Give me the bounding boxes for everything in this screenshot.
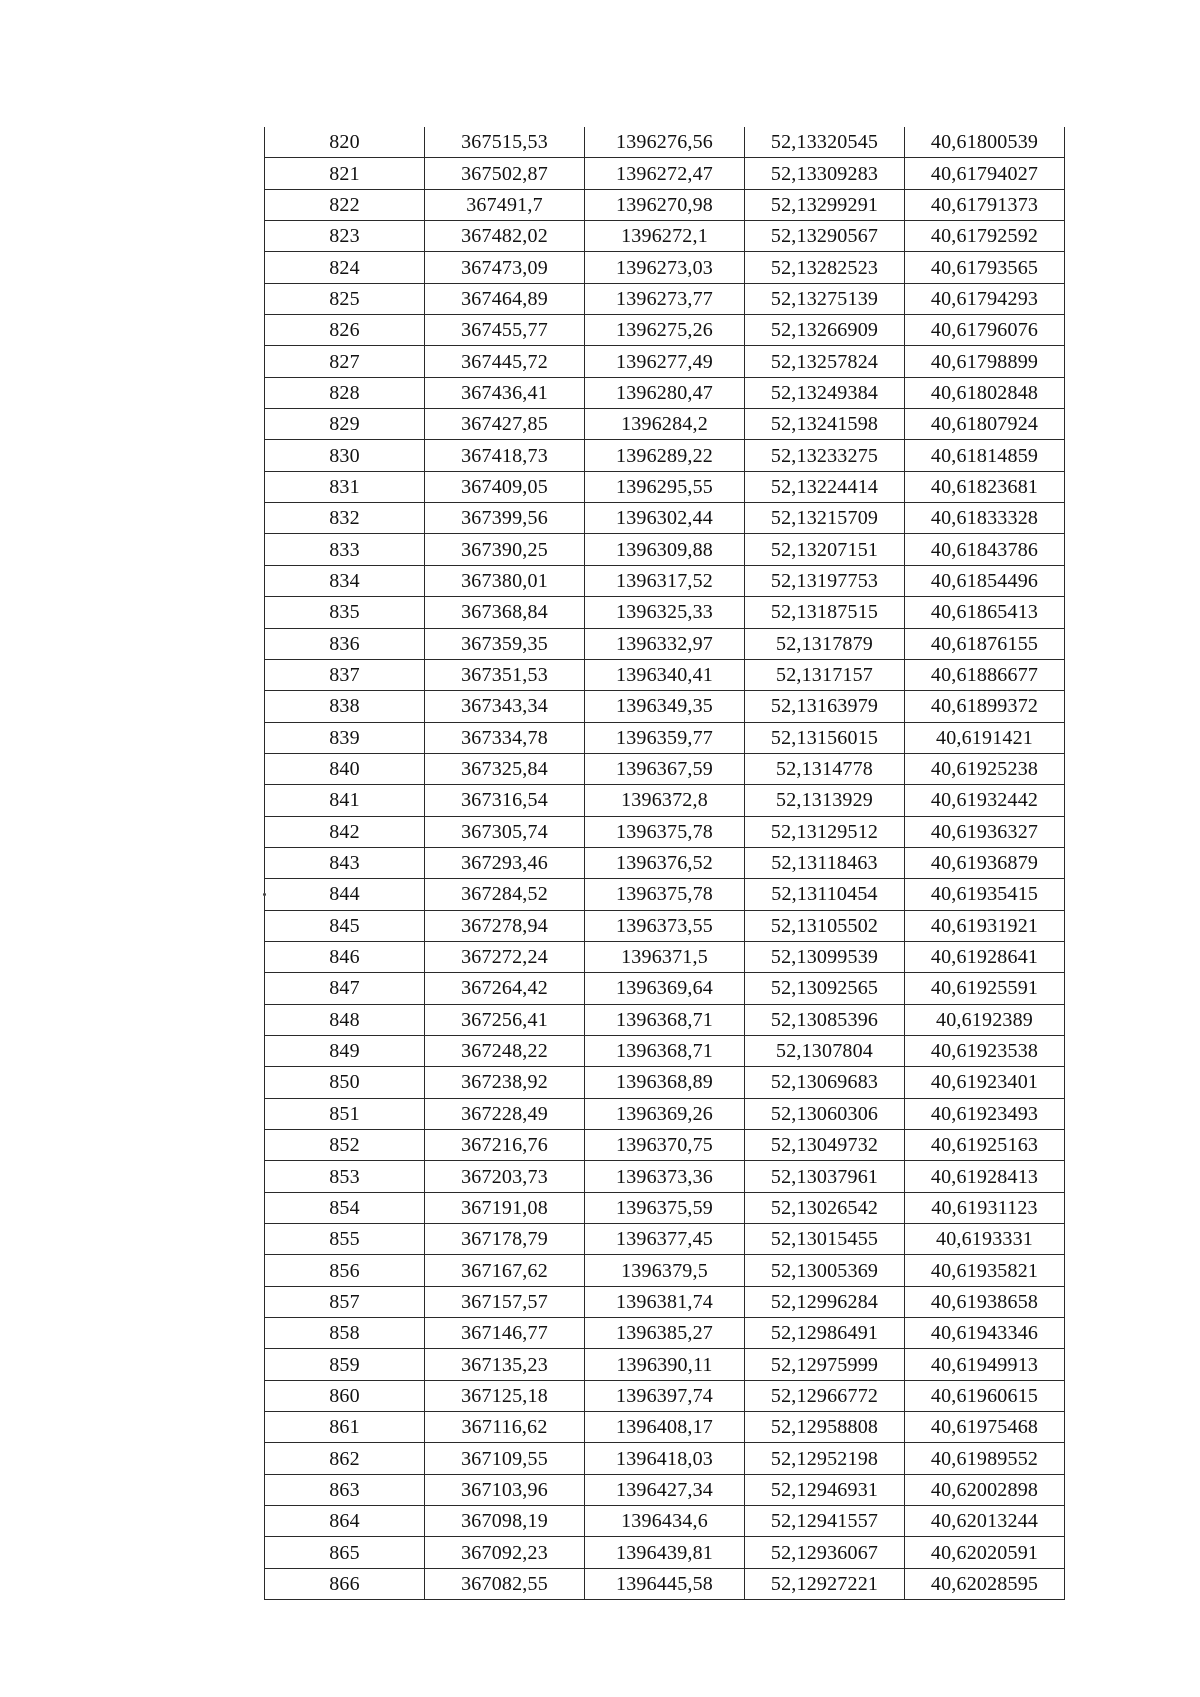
- y-coordinate-cell: 1396368,89: [585, 1067, 745, 1098]
- longitude-cell: 40,61800539: [905, 127, 1065, 158]
- longitude-cell: 40,61794293: [905, 283, 1065, 314]
- longitude-cell: 40,61931123: [905, 1192, 1065, 1223]
- table-row: [265, 1318, 1065, 1349]
- longitude-cell: 40,61928413: [905, 1161, 1065, 1192]
- y-coordinate-cell: 1396379,5: [585, 1255, 745, 1286]
- x-coordinate-cell: 367146,77: [425, 1318, 585, 1349]
- y-coordinate-cell: 1396377,45: [585, 1224, 745, 1255]
- longitude-cell: 40,61865413: [905, 597, 1065, 628]
- point-number-cell: 847: [265, 973, 425, 1004]
- table-row: [265, 691, 1065, 722]
- point-number-cell: 859: [265, 1349, 425, 1380]
- point-number-cell: 865: [265, 1537, 425, 1568]
- table-row: [265, 1192, 1065, 1223]
- point-number-cell: 860: [265, 1380, 425, 1411]
- table-row: [265, 1255, 1065, 1286]
- y-coordinate-cell: 1396439,81: [585, 1537, 745, 1568]
- table-row: [265, 1412, 1065, 1443]
- point-number-cell: 857: [265, 1286, 425, 1317]
- point-number-cell: 841: [265, 785, 425, 816]
- point-number-cell: 856: [265, 1255, 425, 1286]
- latitude-cell: 52,13266909: [745, 315, 905, 346]
- table-row: [265, 628, 1065, 659]
- latitude-cell: 52,13241598: [745, 409, 905, 440]
- table-row: [265, 785, 1065, 816]
- y-coordinate-cell: 1396390,11: [585, 1349, 745, 1380]
- table-row: [265, 158, 1065, 189]
- x-coordinate-cell: 367334,78: [425, 722, 585, 753]
- point-number-cell: 861: [265, 1412, 425, 1443]
- y-coordinate-cell: 1396332,97: [585, 628, 745, 659]
- latitude-cell: 52,13290567: [745, 221, 905, 252]
- y-coordinate-cell: 1396273,03: [585, 252, 745, 283]
- table-row: [265, 346, 1065, 377]
- longitude-cell: 40,61960615: [905, 1380, 1065, 1411]
- point-number-cell: 844: [265, 879, 425, 910]
- x-coordinate-cell: 367436,41: [425, 377, 585, 408]
- x-coordinate-cell: 367491,7: [425, 189, 585, 220]
- point-number-cell: 827: [265, 346, 425, 377]
- longitude-cell: 40,62002898: [905, 1474, 1065, 1505]
- table-row: [265, 879, 1065, 910]
- table-row: [265, 283, 1065, 314]
- latitude-cell: 52,12941557: [745, 1506, 905, 1537]
- latitude-cell: 52,13309283: [745, 158, 905, 189]
- longitude-cell: 40,61925591: [905, 973, 1065, 1004]
- latitude-cell: 52,13299291: [745, 189, 905, 220]
- table-row: [265, 534, 1065, 565]
- y-coordinate-cell: 1396385,27: [585, 1318, 745, 1349]
- y-coordinate-cell: 1396359,77: [585, 722, 745, 753]
- longitude-cell: 40,61833328: [905, 503, 1065, 534]
- y-coordinate-cell: 1396302,44: [585, 503, 745, 534]
- x-coordinate-cell: 367157,57: [425, 1286, 585, 1317]
- x-coordinate-cell: 367178,79: [425, 1224, 585, 1255]
- y-coordinate-cell: 1396369,26: [585, 1098, 745, 1129]
- longitude-cell: 40,61793565: [905, 252, 1065, 283]
- y-coordinate-cell: 1396272,1: [585, 221, 745, 252]
- longitude-cell: 40,6193331: [905, 1224, 1065, 1255]
- latitude-cell: 52,13233275: [745, 440, 905, 471]
- y-coordinate-cell: 1396275,26: [585, 315, 745, 346]
- point-number-cell: 850: [265, 1067, 425, 1098]
- point-number-cell: 855: [265, 1224, 425, 1255]
- x-coordinate-cell: 367098,19: [425, 1506, 585, 1537]
- point-number-cell: 840: [265, 753, 425, 784]
- point-number-cell: 849: [265, 1035, 425, 1066]
- point-number-cell: 836: [265, 628, 425, 659]
- latitude-cell: 52,13320545: [745, 127, 905, 158]
- x-coordinate-cell: 367278,94: [425, 910, 585, 941]
- x-coordinate-cell: 367502,87: [425, 158, 585, 189]
- table-row: [265, 941, 1065, 972]
- coordinates-table-body: [265, 127, 1065, 1600]
- point-number-cell: 843: [265, 847, 425, 878]
- longitude-cell: 40,61792592: [905, 221, 1065, 252]
- x-coordinate-cell: 367248,22: [425, 1035, 585, 1066]
- y-coordinate-cell: 1396376,52: [585, 847, 745, 878]
- table-row: [265, 910, 1065, 941]
- latitude-cell: 52,1317879: [745, 628, 905, 659]
- y-coordinate-cell: 1396289,22: [585, 440, 745, 471]
- x-coordinate-cell: 367092,23: [425, 1537, 585, 1568]
- y-coordinate-cell: 1396408,17: [585, 1412, 745, 1443]
- point-number-cell: 845: [265, 910, 425, 941]
- longitude-cell: 40,61935415: [905, 879, 1065, 910]
- table-row: [265, 1004, 1065, 1035]
- longitude-cell: 40,6191421: [905, 722, 1065, 753]
- x-coordinate-cell: 367351,53: [425, 659, 585, 690]
- longitude-cell: 40,61949913: [905, 1349, 1065, 1380]
- latitude-cell: 52,12975999: [745, 1349, 905, 1380]
- point-number-cell: 838: [265, 691, 425, 722]
- point-number-cell: 826: [265, 315, 425, 346]
- table-row: [265, 1443, 1065, 1474]
- x-coordinate-cell: 367359,35: [425, 628, 585, 659]
- point-number-cell: 853: [265, 1161, 425, 1192]
- latitude-cell: 52,13085396: [745, 1004, 905, 1035]
- y-coordinate-cell: 1396368,71: [585, 1004, 745, 1035]
- x-coordinate-cell: 367082,55: [425, 1568, 585, 1599]
- x-coordinate-cell: 367418,73: [425, 440, 585, 471]
- latitude-cell: 52,1317157: [745, 659, 905, 690]
- table-row: [265, 189, 1065, 220]
- table-row: [265, 847, 1065, 878]
- longitude-cell: 40,61823681: [905, 471, 1065, 502]
- latitude-cell: 52,13207151: [745, 534, 905, 565]
- longitude-cell: 40,61925238: [905, 753, 1065, 784]
- longitude-cell: 40,61798899: [905, 346, 1065, 377]
- latitude-cell: 52,12936067: [745, 1537, 905, 1568]
- y-coordinate-cell: 1396427,34: [585, 1474, 745, 1505]
- point-number-cell: 820: [265, 127, 425, 158]
- longitude-cell: 40,6192389: [905, 1004, 1065, 1035]
- longitude-cell: 40,61931921: [905, 910, 1065, 941]
- x-coordinate-cell: 367238,92: [425, 1067, 585, 1098]
- longitude-cell: 40,62020591: [905, 1537, 1065, 1568]
- latitude-cell: 52,12958808: [745, 1412, 905, 1443]
- point-number-cell: 832: [265, 503, 425, 534]
- latitude-cell: 52,12986491: [745, 1318, 905, 1349]
- table-row: [265, 565, 1065, 596]
- table-row: [265, 315, 1065, 346]
- y-coordinate-cell: 1396373,36: [585, 1161, 745, 1192]
- y-coordinate-cell: 1396370,75: [585, 1130, 745, 1161]
- longitude-cell: 40,61932442: [905, 785, 1065, 816]
- point-number-cell: 851: [265, 1098, 425, 1129]
- table-row: [265, 221, 1065, 252]
- table-row: [265, 1098, 1065, 1129]
- table-row: [265, 1537, 1065, 1568]
- point-number-cell: 835: [265, 597, 425, 628]
- coordinates-table: [264, 127, 1065, 1600]
- latitude-cell: 52,13026542: [745, 1192, 905, 1223]
- x-coordinate-cell: 367167,62: [425, 1255, 585, 1286]
- y-coordinate-cell: 1396309,88: [585, 534, 745, 565]
- latitude-cell: 52,13092565: [745, 973, 905, 1004]
- latitude-cell: 52,13197753: [745, 565, 905, 596]
- x-coordinate-cell: 367445,72: [425, 346, 585, 377]
- longitude-cell: 40,61794027: [905, 158, 1065, 189]
- latitude-cell: 52,13105502: [745, 910, 905, 941]
- point-number-cell: 833: [265, 534, 425, 565]
- longitude-cell: 40,61923401: [905, 1067, 1065, 1098]
- longitude-cell: 40,61943346: [905, 1318, 1065, 1349]
- y-coordinate-cell: 1396371,5: [585, 941, 745, 972]
- point-number-cell: 824: [265, 252, 425, 283]
- x-coordinate-cell: 367103,96: [425, 1474, 585, 1505]
- point-number-cell: 831: [265, 471, 425, 502]
- y-coordinate-cell: 1396375,59: [585, 1192, 745, 1223]
- longitude-cell: 40,61938658: [905, 1286, 1065, 1317]
- x-coordinate-cell: 367228,49: [425, 1098, 585, 1129]
- x-coordinate-cell: 367343,34: [425, 691, 585, 722]
- y-coordinate-cell: 1396381,74: [585, 1286, 745, 1317]
- x-coordinate-cell: 367380,01: [425, 565, 585, 596]
- latitude-cell: 52,13215709: [745, 503, 905, 534]
- y-coordinate-cell: 1396369,64: [585, 973, 745, 1004]
- point-number-cell: 864: [265, 1506, 425, 1537]
- table-row: [265, 377, 1065, 408]
- x-coordinate-cell: 367464,89: [425, 283, 585, 314]
- table-row: [265, 1474, 1065, 1505]
- latitude-cell: 52,13005369: [745, 1255, 905, 1286]
- y-coordinate-cell: 1396340,41: [585, 659, 745, 690]
- y-coordinate-cell: 1396277,49: [585, 346, 745, 377]
- latitude-cell: 52,12946931: [745, 1474, 905, 1505]
- table-row: [265, 1067, 1065, 1098]
- table-row: [265, 1506, 1065, 1537]
- x-coordinate-cell: 367135,23: [425, 1349, 585, 1380]
- y-coordinate-cell: 1396270,98: [585, 189, 745, 220]
- y-coordinate-cell: 1396368,71: [585, 1035, 745, 1066]
- latitude-cell: 52,13118463: [745, 847, 905, 878]
- table-row: [265, 127, 1065, 158]
- table-row: [265, 1380, 1065, 1411]
- longitude-cell: 40,61925163: [905, 1130, 1065, 1161]
- x-coordinate-cell: 367284,52: [425, 879, 585, 910]
- point-number-cell: 866: [265, 1568, 425, 1599]
- latitude-cell: 52,1314778: [745, 753, 905, 784]
- latitude-cell: 52,13110454: [745, 879, 905, 910]
- longitude-cell: 40,61923493: [905, 1098, 1065, 1129]
- point-number-cell: 854: [265, 1192, 425, 1223]
- longitude-cell: 40,61989552: [905, 1443, 1065, 1474]
- y-coordinate-cell: 1396325,33: [585, 597, 745, 628]
- point-number-cell: 834: [265, 565, 425, 596]
- table-row: [265, 816, 1065, 847]
- latitude-cell: 52,12927221: [745, 1568, 905, 1599]
- y-coordinate-cell: 1396373,55: [585, 910, 745, 941]
- table-row: [265, 753, 1065, 784]
- latitude-cell: 52,13249384: [745, 377, 905, 408]
- table-row: [265, 1035, 1065, 1066]
- scan-speck: [263, 893, 266, 896]
- latitude-cell: 52,12996284: [745, 1286, 905, 1317]
- latitude-cell: 52,13224414: [745, 471, 905, 502]
- x-coordinate-cell: 367203,73: [425, 1161, 585, 1192]
- longitude-cell: 40,61876155: [905, 628, 1065, 659]
- point-number-cell: 822: [265, 189, 425, 220]
- table-row: [265, 440, 1065, 471]
- point-number-cell: 848: [265, 1004, 425, 1035]
- table-row: [265, 1286, 1065, 1317]
- latitude-cell: 52,13257824: [745, 346, 905, 377]
- x-coordinate-cell: 367427,85: [425, 409, 585, 440]
- latitude-cell: 52,1313929: [745, 785, 905, 816]
- longitude-cell: 40,61935821: [905, 1255, 1065, 1286]
- longitude-cell: 40,61936879: [905, 847, 1065, 878]
- x-coordinate-cell: 367473,09: [425, 252, 585, 283]
- table-row: [265, 1224, 1065, 1255]
- x-coordinate-cell: 367256,41: [425, 1004, 585, 1035]
- y-coordinate-cell: 1396272,47: [585, 158, 745, 189]
- latitude-cell: 52,13037961: [745, 1161, 905, 1192]
- point-number-cell: 842: [265, 816, 425, 847]
- longitude-cell: 40,61899372: [905, 691, 1065, 722]
- latitude-cell: 52,13060306: [745, 1098, 905, 1129]
- point-number-cell: 821: [265, 158, 425, 189]
- point-number-cell: 839: [265, 722, 425, 753]
- table-row: [265, 1568, 1065, 1599]
- x-coordinate-cell: 367455,77: [425, 315, 585, 346]
- table-row: [265, 1161, 1065, 1192]
- x-coordinate-cell: 367399,56: [425, 503, 585, 534]
- x-coordinate-cell: 367482,02: [425, 221, 585, 252]
- table-row: [265, 503, 1065, 534]
- longitude-cell: 40,62013244: [905, 1506, 1065, 1537]
- x-coordinate-cell: 367125,18: [425, 1380, 585, 1411]
- longitude-cell: 40,61854496: [905, 565, 1065, 596]
- point-number-cell: 828: [265, 377, 425, 408]
- x-coordinate-cell: 367116,62: [425, 1412, 585, 1443]
- point-number-cell: 823: [265, 221, 425, 252]
- y-coordinate-cell: 1396375,78: [585, 816, 745, 847]
- x-coordinate-cell: 367272,24: [425, 941, 585, 972]
- point-number-cell: 846: [265, 941, 425, 972]
- latitude-cell: 52,13099539: [745, 941, 905, 972]
- y-coordinate-cell: 1396349,35: [585, 691, 745, 722]
- latitude-cell: 52,13015455: [745, 1224, 905, 1255]
- x-coordinate-cell: 367264,42: [425, 973, 585, 1004]
- x-coordinate-cell: 367109,55: [425, 1443, 585, 1474]
- point-number-cell: 863: [265, 1474, 425, 1505]
- table-row: [265, 409, 1065, 440]
- latitude-cell: 52,13163979: [745, 691, 905, 722]
- longitude-cell: 40,61807924: [905, 409, 1065, 440]
- latitude-cell: 52,13275139: [745, 283, 905, 314]
- x-coordinate-cell: 367325,84: [425, 753, 585, 784]
- table-row: [265, 1130, 1065, 1161]
- y-coordinate-cell: 1396372,8: [585, 785, 745, 816]
- latitude-cell: 52,13129512: [745, 816, 905, 847]
- table-row: [265, 252, 1065, 283]
- longitude-cell: 40,61843786: [905, 534, 1065, 565]
- longitude-cell: 40,62028595: [905, 1568, 1065, 1599]
- table-row: [265, 722, 1065, 753]
- x-coordinate-cell: 367368,84: [425, 597, 585, 628]
- x-coordinate-cell: 367390,25: [425, 534, 585, 565]
- x-coordinate-cell: 367293,46: [425, 847, 585, 878]
- longitude-cell: 40,61796076: [905, 315, 1065, 346]
- latitude-cell: 52,1307804: [745, 1035, 905, 1066]
- longitude-cell: 40,61928641: [905, 941, 1065, 972]
- y-coordinate-cell: 1396273,77: [585, 283, 745, 314]
- x-coordinate-cell: 367409,05: [425, 471, 585, 502]
- table-row: [265, 973, 1065, 1004]
- point-number-cell: 862: [265, 1443, 425, 1474]
- y-coordinate-cell: 1396397,74: [585, 1380, 745, 1411]
- longitude-cell: 40,61975468: [905, 1412, 1065, 1443]
- longitude-cell: 40,61791373: [905, 189, 1065, 220]
- latitude-cell: 52,12952198: [745, 1443, 905, 1474]
- y-coordinate-cell: 1396284,2: [585, 409, 745, 440]
- y-coordinate-cell: 1396280,47: [585, 377, 745, 408]
- y-coordinate-cell: 1396445,58: [585, 1568, 745, 1599]
- longitude-cell: 40,61923538: [905, 1035, 1065, 1066]
- point-number-cell: 852: [265, 1130, 425, 1161]
- x-coordinate-cell: 367305,74: [425, 816, 585, 847]
- table-row: [265, 597, 1065, 628]
- y-coordinate-cell: 1396295,55: [585, 471, 745, 502]
- point-number-cell: 837: [265, 659, 425, 690]
- y-coordinate-cell: 1396367,59: [585, 753, 745, 784]
- table-row: [265, 659, 1065, 690]
- longitude-cell: 40,61802848: [905, 377, 1065, 408]
- y-coordinate-cell: 1396375,78: [585, 879, 745, 910]
- y-coordinate-cell: 1396276,56: [585, 127, 745, 158]
- point-number-cell: 825: [265, 283, 425, 314]
- point-number-cell: 829: [265, 409, 425, 440]
- x-coordinate-cell: 367515,53: [425, 127, 585, 158]
- longitude-cell: 40,61886677: [905, 659, 1065, 690]
- latitude-cell: 52,13282523: [745, 252, 905, 283]
- y-coordinate-cell: 1396317,52: [585, 565, 745, 596]
- y-coordinate-cell: 1396434,6: [585, 1506, 745, 1537]
- latitude-cell: 52,12966772: [745, 1380, 905, 1411]
- table-row: [265, 1349, 1065, 1380]
- x-coordinate-cell: 367191,08: [425, 1192, 585, 1223]
- latitude-cell: 52,13049732: [745, 1130, 905, 1161]
- x-coordinate-cell: 367216,76: [425, 1130, 585, 1161]
- latitude-cell: 52,13156015: [745, 722, 905, 753]
- y-coordinate-cell: 1396418,03: [585, 1443, 745, 1474]
- x-coordinate-cell: 367316,54: [425, 785, 585, 816]
- point-number-cell: 858: [265, 1318, 425, 1349]
- latitude-cell: 52,13069683: [745, 1067, 905, 1098]
- latitude-cell: 52,13187515: [745, 597, 905, 628]
- table-row: [265, 471, 1065, 502]
- longitude-cell: 40,61814859: [905, 440, 1065, 471]
- point-number-cell: 830: [265, 440, 425, 471]
- longitude-cell: 40,61936327: [905, 816, 1065, 847]
